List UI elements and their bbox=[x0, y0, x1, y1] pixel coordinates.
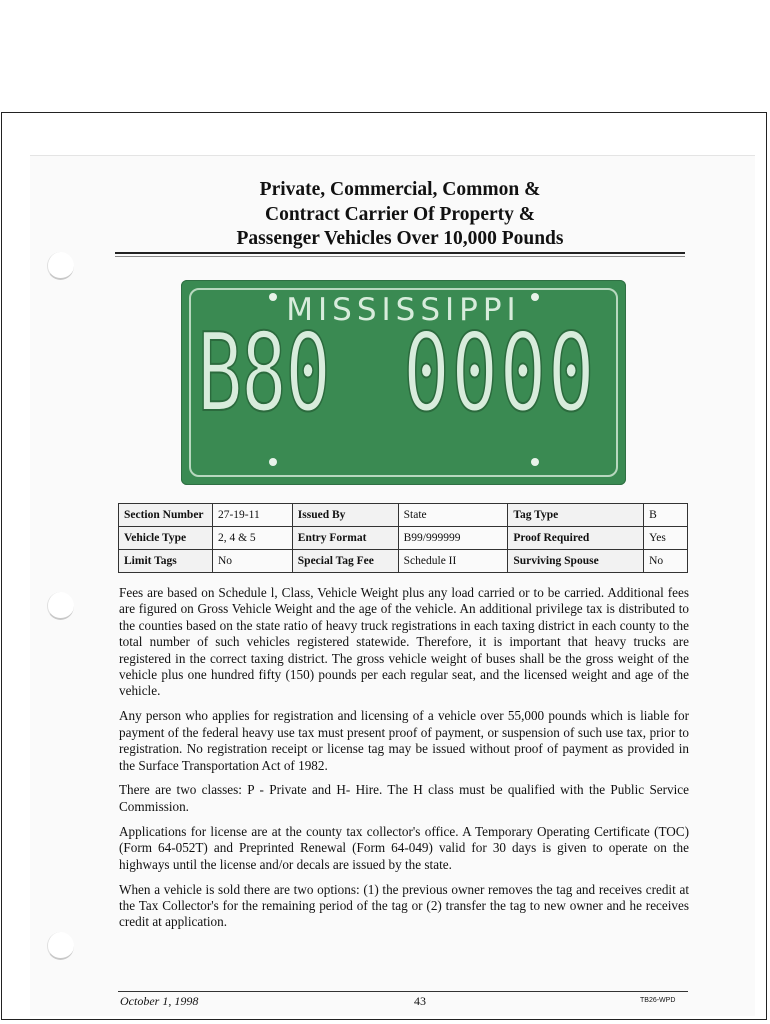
title-divider bbox=[115, 252, 685, 254]
footer-divider bbox=[118, 991, 688, 992]
plate-number: 0000 bbox=[403, 311, 597, 436]
plate-bolt-hole-bottom-right bbox=[531, 458, 539, 466]
table-label: Special Tag Fee bbox=[292, 550, 398, 573]
paragraph-fees: Fees are based on Schedule l, Class, Vehicle Weight plus any load carried or to be carried. Additional fees are figured on Gross Vehicle Weight and the age of the vehicle. An additional privilege tax is distributed to the counties based on the state ratio of heavy truck registrations in each taxing district in each county to the total number of such vehicles registered statewide. Therefore, it is important that heavy trucks are registered in the correct taxing district. The gross vehicle weight of buses shall be the gross weight of the vehicle plus one hundred fifty (150) pounds per each regular seat, and the licensed weight and age of the vehicle. bbox=[119, 585, 689, 699]
table-row bbox=[119, 527, 688, 550]
table-value: 27-19-11 bbox=[212, 504, 292, 527]
table-label: Tag Type bbox=[508, 504, 644, 527]
document-title bbox=[0, 178, 770, 252]
page-number: 43 bbox=[414, 994, 426, 1008]
footer-date: October 1, 1998 bbox=[120, 994, 199, 1008]
paragraph-vehicle-sold: When a vehicle is sold there are two options: (1) the previous owner removes the tag and receives credit at the Tax Collector's for the remaining period of the tag or (2) transfer the tag to new owner and he receives credit at application. bbox=[119, 881, 689, 930]
table-label: Proof Required bbox=[508, 527, 644, 550]
tag-info-table bbox=[118, 503, 688, 573]
title-divider-thin bbox=[115, 256, 685, 257]
table-value: State bbox=[398, 504, 508, 527]
table-label: Vehicle Type bbox=[119, 527, 213, 550]
table-value: No bbox=[644, 550, 688, 573]
punch-hole-bottom bbox=[47, 932, 74, 960]
table-label: Section Number bbox=[119, 504, 213, 527]
paragraph-heavy-use-tax: Any person who applies for registration and licensing of a vehicle over 55,000 pounds which is liable for payment of the federal heavy use tax must present proof of payment, or suspension of such use tax, prior to registration. No registration receipt or license tag may be issued without proof of payment as provided in the Surface Transportation Act of 1982. bbox=[119, 708, 689, 773]
table-value: 2, 4 & 5 bbox=[212, 527, 292, 550]
table-row bbox=[119, 550, 688, 573]
paragraph-applications: Applications for license are at the county tax collector's office. A Temporary Operating Certificate (TOC) (Form 64-052T) and Preprinted Renewal (Form 64-049) valid for 30 days is given to operate on the highways until the license and/or decals are issued by the state. bbox=[119, 823, 689, 872]
table-label: Issued By bbox=[292, 504, 398, 527]
table-value: B bbox=[644, 504, 688, 527]
table-row bbox=[119, 504, 688, 527]
paragraph-classes: There are two classes: P - Private and H- Hire. The H class must be qualified with the Public Service Commission. bbox=[119, 782, 689, 814]
body-text bbox=[119, 585, 689, 939]
punch-hole-middle bbox=[47, 592, 74, 620]
punch-hole-top bbox=[47, 252, 74, 280]
table-value: No bbox=[212, 550, 292, 573]
table-value: Schedule II bbox=[398, 550, 508, 573]
plate-state-name: MISSISSIPPI bbox=[286, 292, 521, 328]
table-label: Entry Format bbox=[292, 527, 398, 550]
table-value: B99/999999 bbox=[398, 527, 508, 550]
table-value: Yes bbox=[644, 527, 688, 550]
title-line-3: Passenger Vehicles Over 10,000 Pounds bbox=[236, 228, 564, 249]
license-plate-image bbox=[181, 280, 626, 485]
table-label: Surviving Spouse bbox=[508, 550, 644, 573]
document-code: TB26-WPD bbox=[640, 997, 676, 1004]
title-line-1: Private, Commercial, Common & bbox=[259, 179, 541, 200]
plate-bolt-hole-bottom-left bbox=[269, 458, 277, 466]
table-label: Limit Tags bbox=[119, 550, 213, 573]
plate-prefix: B80 bbox=[197, 311, 330, 436]
title-line-2: Contract Carrier Of Property & bbox=[264, 203, 535, 225]
